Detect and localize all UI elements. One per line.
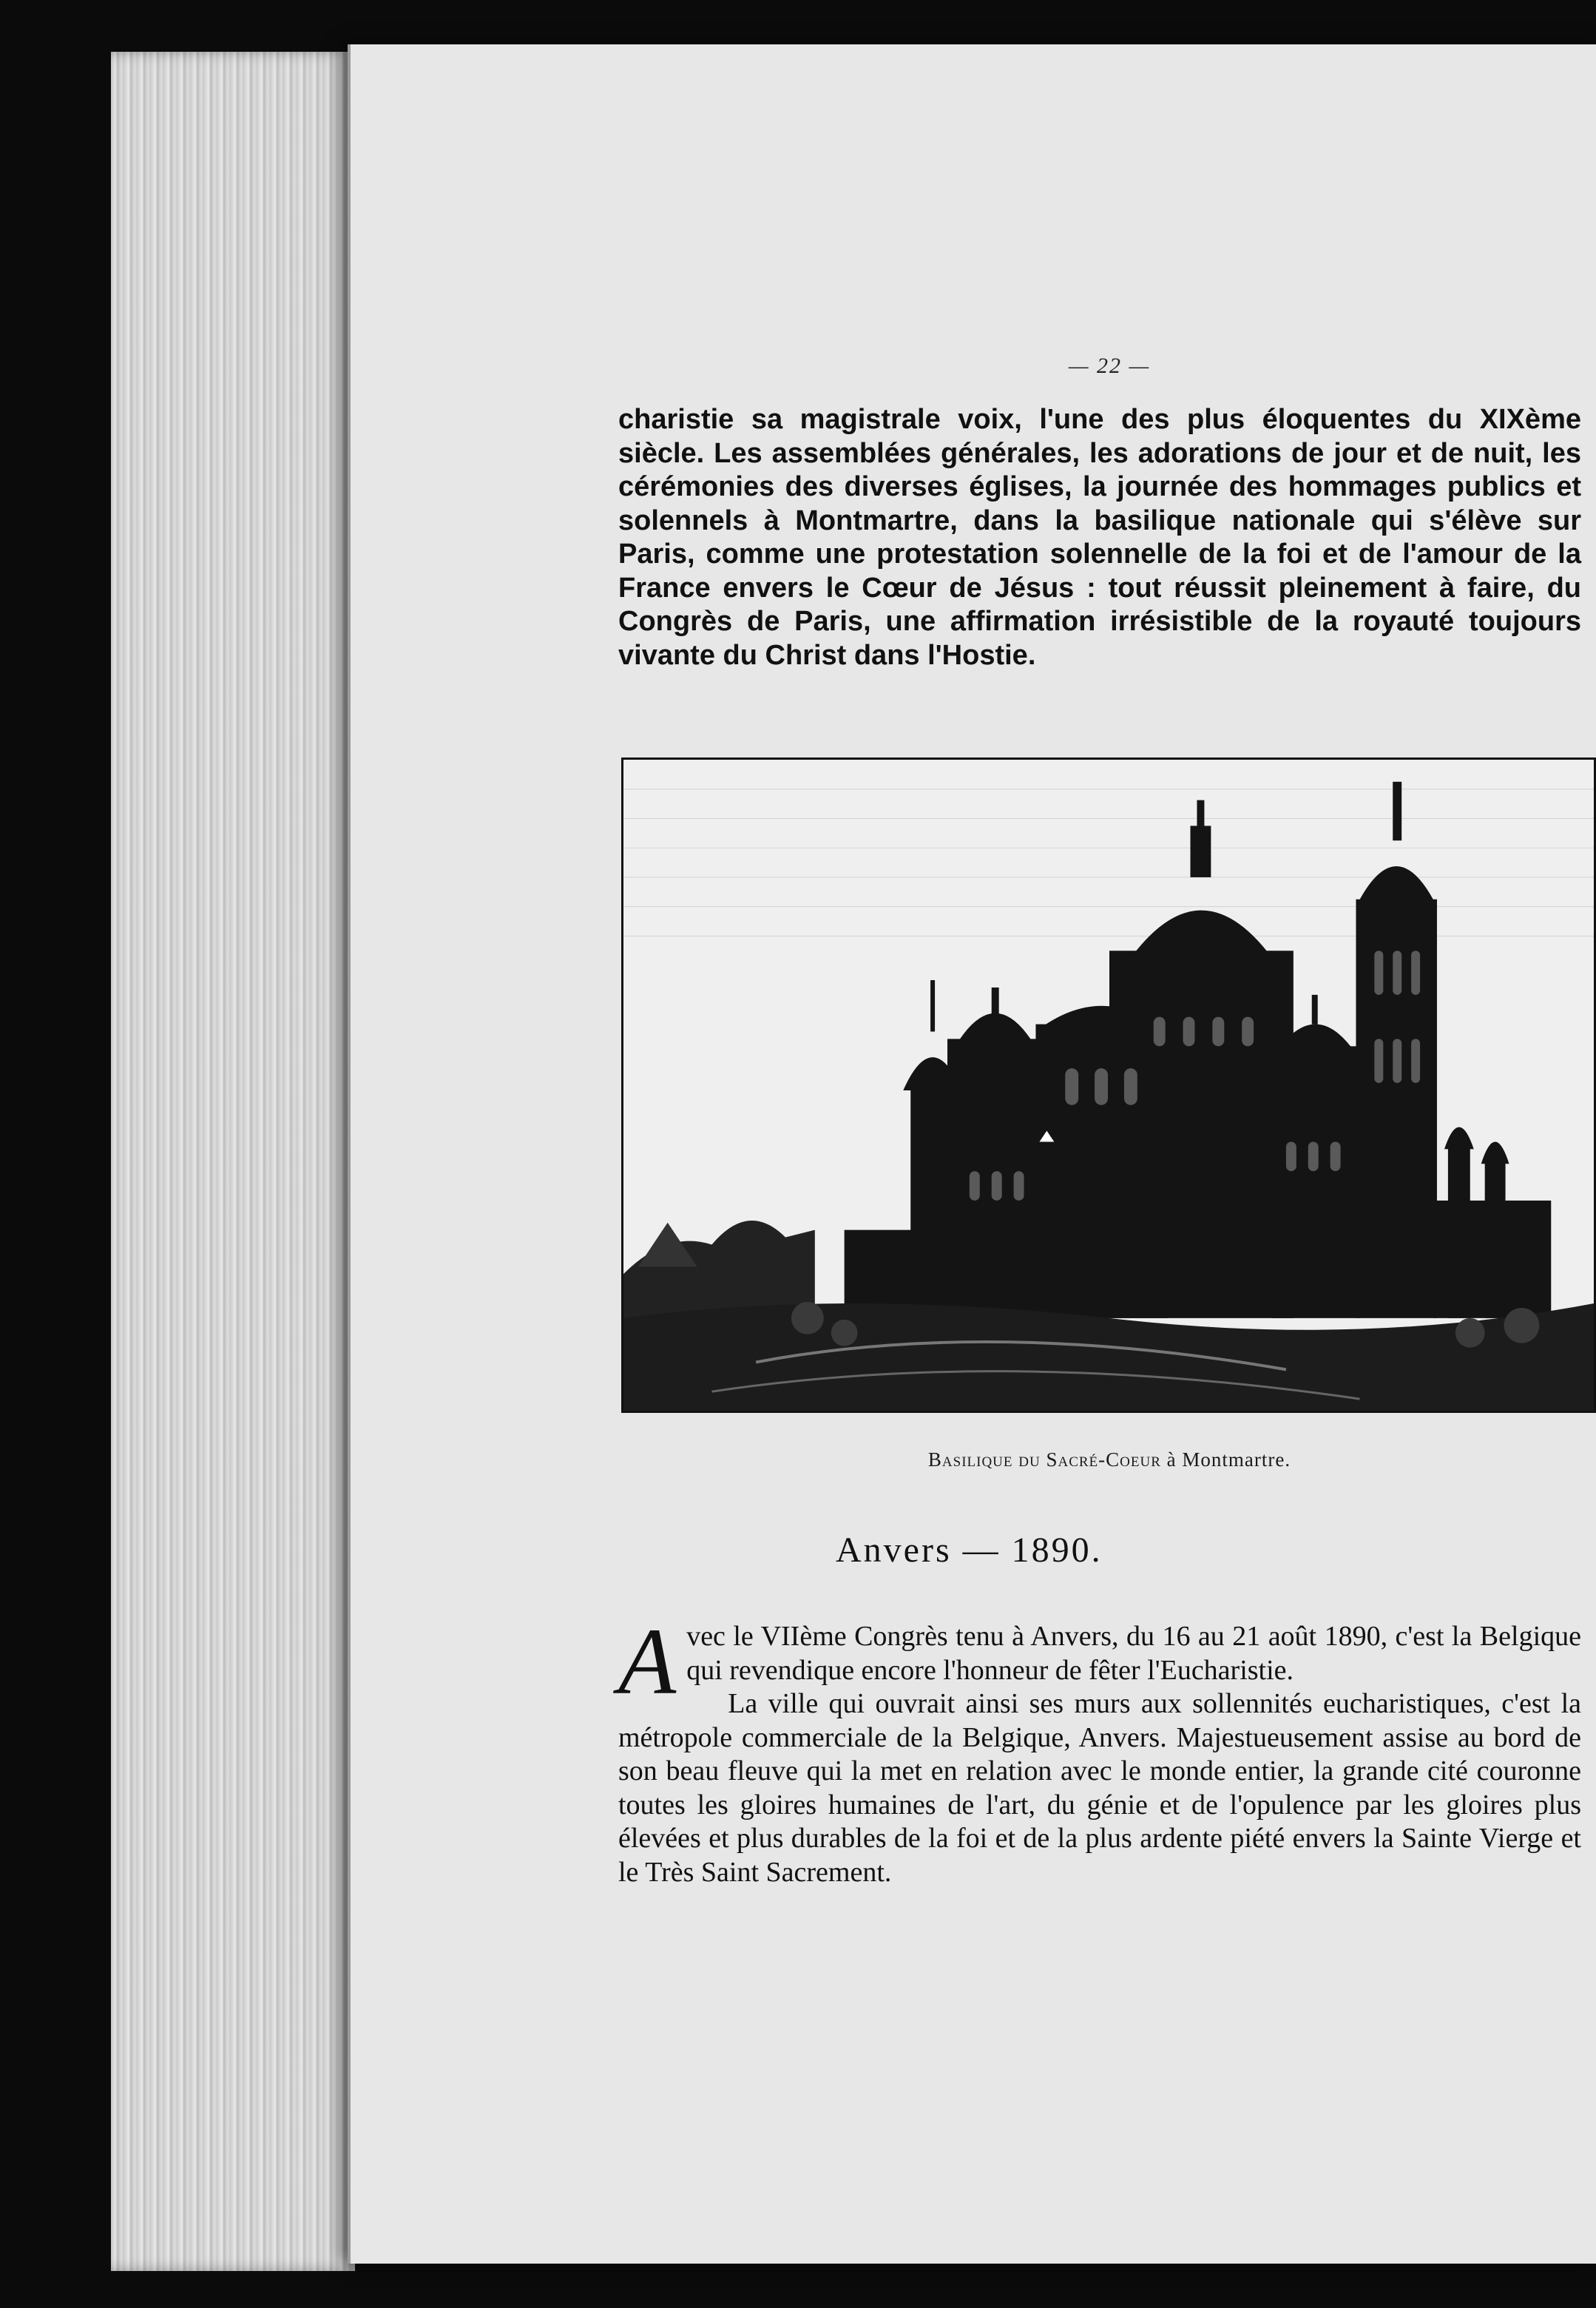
page-number: — 22 — (1068, 354, 1151, 378)
caption-title: Basilique du Sacré-Coeur (927, 1448, 1161, 1471)
section-paragraph-2: La ville qui ouvrait ainsi ses murs aux sollennités eucharistiques, c'est la métropole commerciale de la Belgique, Anvers. Majestueusement assise au bord de son beau fleuve qui la met en relation avec le monde entier, la grande cité couronne toutes les gloires humaines de l'art, du génie et de l'opulence par les gloires plus élevées et plus durables de la foi et de la plus ardente piété envers la Sainte Vierge et le Très Saint Sacrement. (618, 1688, 1581, 1888)
drop-cap: A (618, 1609, 677, 1714)
section-paragraph-1 (618, 1609, 1581, 1714)
section-heading: Anvers — 1890. (836, 1531, 1103, 1570)
paragraph-continued (618, 403, 1581, 672)
basilica-illustration (621, 757, 1596, 1413)
figure-caption (740, 1448, 1479, 1471)
section-body (618, 1609, 1581, 1889)
page-edges (111, 52, 355, 2271)
basilica-engraving (623, 760, 1594, 1411)
caption-location: à Montmartre. (1160, 1448, 1291, 1471)
paragraph-text: vec le VIIème Congrès tenu à Anvers, du 16 au 21 août 1890, c'est la Belgique qui revendique encore l'honneur de fêter l'Eucharistie. (686, 1621, 1581, 1686)
paragraph-text: charistie sa magistrale voix, l'une des plus éloquentes du XIXème siècle. Les assemblées générales, les adorations de jour et de nuit, les cérémonies des diverses églises, la journée des hommages publics et solennels à Montmartre, dans la basilique nationale qui s'élève sur Paris, comme une protestation solennelle de la foi et de l'amour de la France envers le Cœur de Jésus : tout réussit pleinement à faire, du Congrès de Paris, une affirmation irrésistible de la royauté toujours vivante du Christ dans l'Hostie. (618, 404, 1581, 671)
